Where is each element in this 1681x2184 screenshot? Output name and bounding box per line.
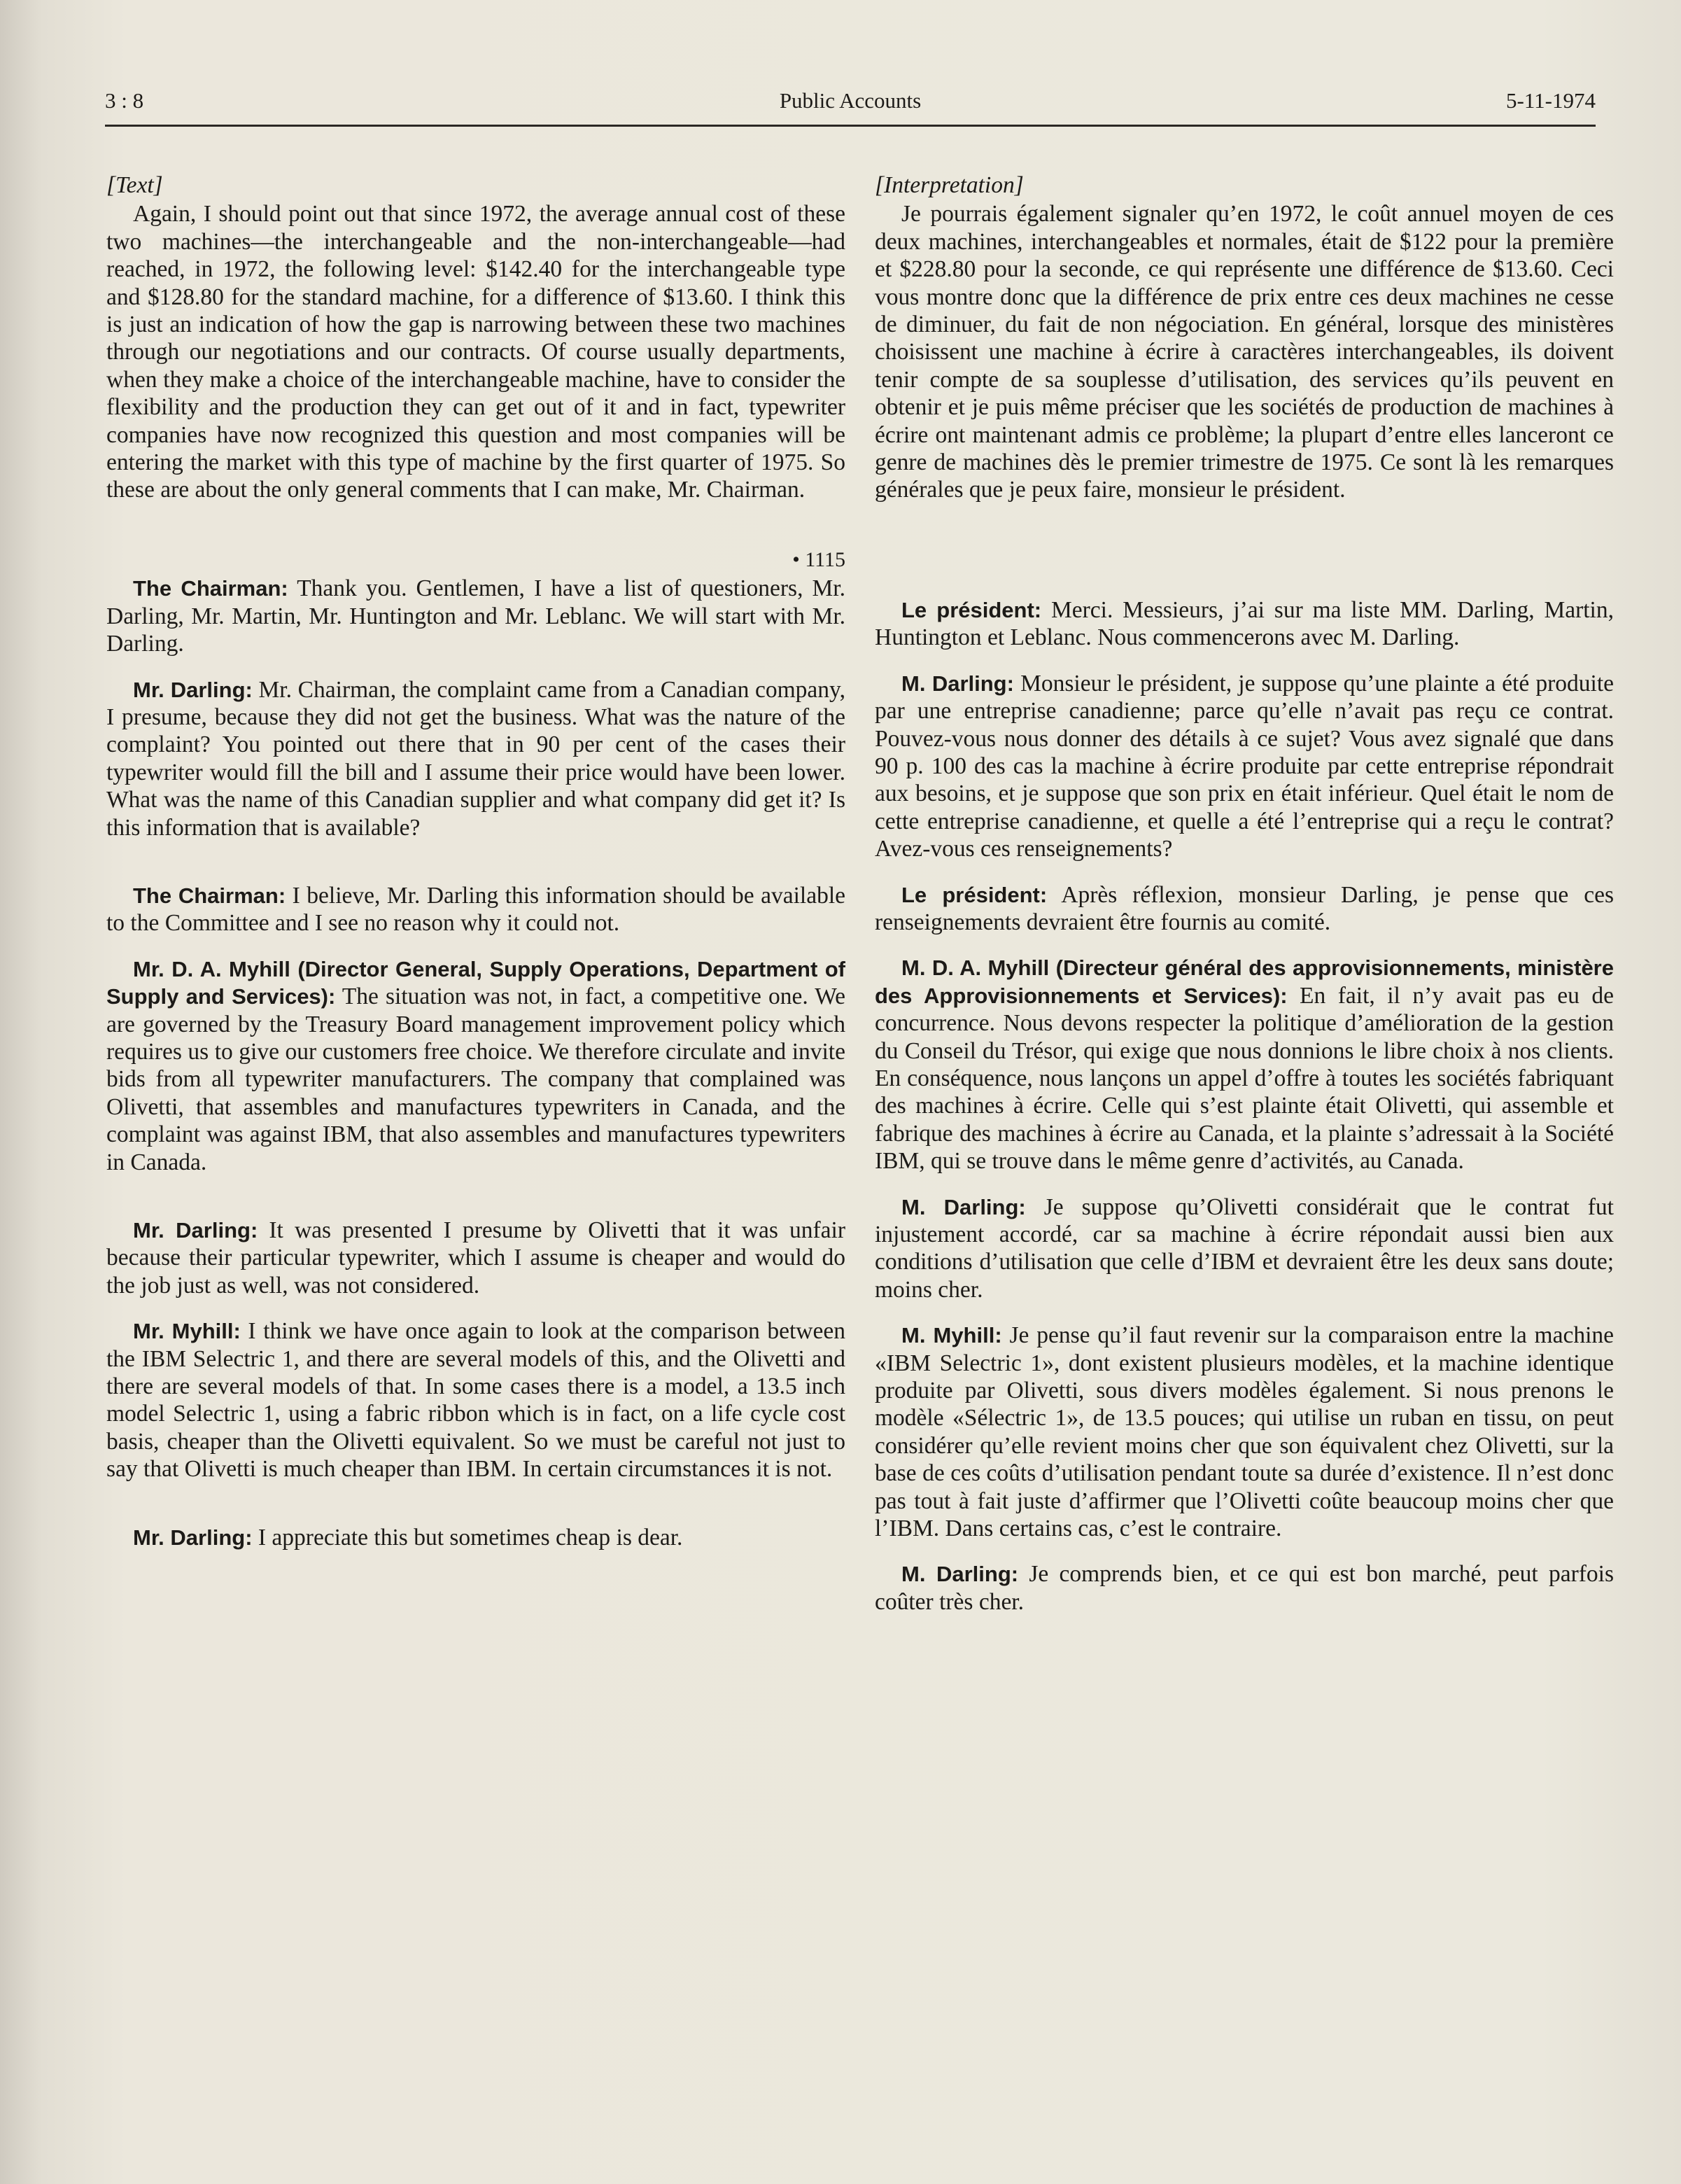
running-header	[105, 83, 1596, 127]
speaker-name: Mr. Darling:	[133, 1218, 258, 1242]
speech-text: I think we have once again to look at the comparison between the IBM Selectric 1, and there are several models of this, and the Olivetti and there are several models of that. In some cases there is a model, a 13.5 inch model Selectric 1, using a fabric ribbon which is in fact, on a life cycle cost basis, cheaper than the Olivetti equivalent. So we must be careful not just to say that Olivetti is much cheaper than IBM. In certain circumstances it is not.	[106, 1318, 845, 1483]
speaker-name: Le président:	[901, 597, 1042, 622]
speaker-name: The Chairman:	[133, 883, 286, 908]
speech-text: Je pense qu’il faut revenir sur la comparaison entre la machine «IBM Selectric 1», dont existent plusieurs modèles, et la machine identique produite par Olivetti, sous divers modèles également. Si nous prenons le modèle «Sélectric 1», de 13.5 pouces; qui utilise un ruban en tissu, on peut considérer qu’elle revient moins cher que son équivalent chez Olivetti, sur la base de ces coûts d’utilisation pendant toute sa durée d’existence. Il n’est donc pas tout à fait juste d’affirmer que l’Olivetti coûte beaucoup moins cher que l’IBM. Dans certains cas, c’est le contraire.	[875, 1322, 1614, 1542]
speech-paragraph	[875, 596, 1614, 652]
time-marker: • 1115	[792, 547, 845, 571]
speech-text: En fait, il n’y avait pas eu de concurrence. Nous devons respecter la politique d’amélioration de la gestion du Conseil du Trésor, qui exige que nous donnions le libre choix à nos clients. En conséquence, nous lançons un appel d’offre à toutes les sociétés fabriquant des machines à écrire. Celle qui s’est plainte était Olivetti, qui assemble et fabrique des machines à écrire au Canada, et la plainte s’adressait à la Société IBM, qui se trouve dans le même genre d’activités, au Canada.	[875, 982, 1614, 1175]
speech-paragraph	[106, 955, 845, 1176]
interpretation-label: [Interpretation]	[875, 172, 1024, 198]
english-column	[106, 172, 845, 1551]
speech-text: The situation was not, in fact, a competitive one. We are governed by the Treasury Board management improvement policy which requires us to give our customers free choice. We therefore circulate and invite bids from all typewriter manufacturers. The company that complained was Olivetti, that assembles and manufactures typewriters in Canada, and the complaint was against IBM, that also assembles and manufactures typewriters in Canada.	[106, 983, 845, 1175]
speaker-name: M. Myhill:	[901, 1323, 1002, 1348]
speech-paragraph	[106, 1524, 845, 1551]
speech-text: Thank you. Gentlemen, I have a list of questioners, Mr. Darling, Mr. Martin, Mr. Huntington and Mr. Leblanc. We will start with Mr. Darling.	[106, 575, 845, 657]
text-label: [Text]	[106, 172, 163, 198]
speaker-name: Mr. D. A. Myhill (Director General, Supply Operations, Department of Supply and Services):	[106, 956, 845, 1009]
speaker-name: Mr. Darling:	[133, 1525, 253, 1550]
intro-paragraph: Je pourrais également signaler qu’en 1972, le coût annuel moyen de ces deux machines, interchangeables et normales, était de $122 pour la première et $228.80 pour la seconde, ce qui représente une différence de $13.60. Ceci vous montre donc que la différence de prix entre ces deux machines ne cesse de diminuer, du fait de non négociation. En général, lorsque des ministères choisissent une machine à écrire à caractères interchangeables, ils doivent tenir compte de sa souplesse d’utilisation, des services qu’ils peuvent en obtenir et je puis même préciser que les sociétés de production de machines à écrire ont maintenant admis ce problème; la plupart d’entre elles lanceront ce genre de machines dès le premier trimestre de 1975. Ce sont là les remarques générales que je peux faire, monsieur le président.	[875, 201, 1614, 503]
french-column	[875, 172, 1614, 1616]
page-title: Public Accounts	[779, 88, 922, 113]
speech-paragraph	[875, 670, 1614, 863]
speech-text: Je comprends bien, et ce qui est bon marché, peut parfois coûter très cher.	[875, 1561, 1614, 1615]
speech-text: I appreciate this but sometimes cheap is dear.	[252, 1524, 683, 1550]
speaker-name: M. Darling:	[901, 671, 1014, 696]
speech-paragraph	[875, 881, 1614, 937]
header-date: 5-11-1974	[1506, 88, 1596, 113]
speech-paragraph	[106, 882, 845, 937]
speech-text: Je suppose qu’Olivetti considérait que le contrat fut injustement accordé, car sa machine à écrire répondait aussi bien aux conditions d’utilisation que celle d’IBM et devraient être les deux sans doute; moins cher.	[875, 1194, 1614, 1303]
speaker-name: Mr. Darling:	[133, 677, 253, 702]
speaker-name: Mr. Myhill:	[133, 1319, 241, 1344]
speech-text: Après réflexion, monsieur Darling, je pense que ces renseignements devraient être fournis au comité.	[875, 881, 1614, 935]
speech-paragraph	[106, 1317, 845, 1483]
speech-text: Monsieur le président, je suppose qu’une plainte a été produite par une entreprise canadienne; parce qu’elle n’avait pas reçu ce contrat. Pouvez-vous nous donner des détails à ce sujet? Vous avez signalé que dans 90 p. 100 des cas la machine à écrire produite par cette entreprise répondrait aux besoins, et je suppose que son prix en était inférieur. Quel était le nom de cette entreprise canadienne, et quelle a été l’entreprise qui a reçu le contrat? Avez-vous ces renseignements?	[875, 670, 1614, 862]
speech-paragraph	[875, 1322, 1614, 1542]
speech-paragraph	[106, 1217, 845, 1299]
speech-paragraph	[875, 1194, 1614, 1304]
page-number: 3 : 8	[105, 88, 144, 113]
speech-paragraph	[106, 575, 845, 657]
speaker-name: M. Darling:	[901, 1562, 1019, 1587]
speech-paragraph	[875, 954, 1614, 1175]
intro-paragraph: Again, I should point out that since 1972, the average annual cost of these two machines—the interchangeable and the non-interchangeable—had reached, in 1972, the following level: $142.40 for the interchangeable type and $128.80 for the standard machine, for a difference of $13.60. I think this is just an indication of how the gap is narrowing between these two machines through our negotiations and our contracts. Of course usually departments, when they make a choice of the interchangeable machine, have to consider the flexibility and the production they can get out of it and in fact, typewriter companies have now recognized this question and most companies will be entering the market with this type of machine by the first quarter of 1975. So these are about the only general comments that I can make, Mr. Chairman.	[106, 201, 845, 503]
speech-paragraph	[875, 1560, 1614, 1616]
speech-text: I believe, Mr. Darling this information should be available to the Committee and I see no reason why it could not.	[106, 882, 846, 937]
speech-text: Mr. Chairman, the complaint came from a Canadian company, I presume, because they did not get the business. What was the nature of the complaint? You pointed out there that in 90 per cent of the cases their typewriter would fill the bill and I assume their price would have been lower. What was the name of this Canadian supplier and what company did get it? Is this information that is available?	[106, 676, 845, 841]
speaker-name: Le président:	[901, 882, 1048, 907]
speech-text: It was presented I presume by Olivetti that it was unfair because their particular typewriter, which I assume is cheaper and would do the job just as well, was not considered.	[106, 1217, 845, 1298]
speech-paragraph	[106, 676, 845, 841]
speech-text: Merci. Messieurs, j’ai sur ma liste MM. Darling, Martin, Huntington et Leblanc. Nous commencerons avec M. Darling.	[875, 596, 1614, 651]
speaker-name: M. D. A. Myhill (Directeur général des approvisionnements, ministère des Approvisionnements et Services):	[875, 955, 1614, 1008]
speaker-name: The Chairman:	[133, 576, 288, 601]
speaker-name: M. Darling:	[901, 1194, 1026, 1219]
